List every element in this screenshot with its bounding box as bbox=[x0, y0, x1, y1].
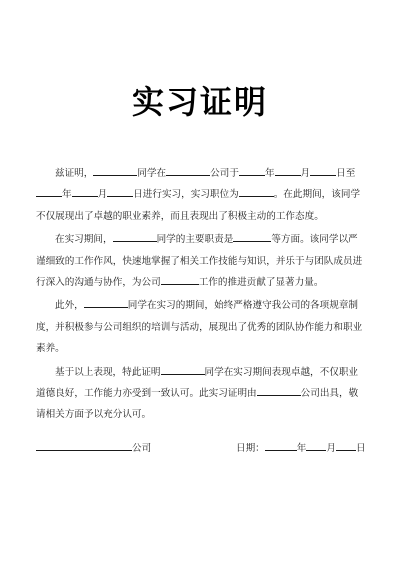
blank-end-year[interactable] bbox=[36, 187, 62, 197]
blank-sign-month[interactable] bbox=[306, 441, 326, 451]
text: 同学在 bbox=[137, 168, 167, 179]
day-label: 日 bbox=[355, 443, 366, 454]
paragraph-4 bbox=[36, 362, 364, 426]
blank-start-day[interactable] bbox=[310, 166, 336, 176]
text: 年 bbox=[264, 168, 275, 179]
text: 兹证明， bbox=[55, 168, 94, 179]
text: 日进行实习，实习职位为 bbox=[133, 189, 239, 201]
blank-student-name[interactable] bbox=[93, 166, 137, 176]
paragraph-2 bbox=[36, 229, 364, 293]
blank-student-name[interactable] bbox=[84, 298, 128, 308]
text: 月 bbox=[97, 189, 108, 201]
text: 日至 bbox=[336, 168, 356, 179]
date-label: 日期： bbox=[236, 443, 265, 454]
text: 基于以上表现，特此证明 bbox=[55, 366, 161, 378]
text: 此外， bbox=[55, 300, 84, 312]
text: 在实习期间， bbox=[55, 234, 113, 246]
blank-sign-day[interactable] bbox=[336, 441, 356, 451]
text: 。在此期间，该同学不仅展现出了卓越的职业素养，而且表现出了积极主动的工作态度。 bbox=[36, 189, 361, 222]
certificate-body bbox=[36, 163, 364, 428]
blank-position[interactable] bbox=[239, 187, 274, 197]
blank-start-year[interactable] bbox=[239, 166, 265, 176]
text: 同学的主要职责是 bbox=[156, 234, 234, 246]
blank-company-name[interactable] bbox=[166, 166, 210, 176]
blank-work-area[interactable] bbox=[161, 275, 199, 285]
blank-student-name[interactable] bbox=[161, 365, 205, 375]
text: 同学在实习期间表现卓越，不仅职业道德良好，工作能力亦受到一致认可。此实习证明由 bbox=[36, 366, 359, 400]
text: 公司于 bbox=[210, 168, 239, 179]
month-label: 月 bbox=[326, 443, 336, 454]
blank-end-day[interactable] bbox=[107, 187, 133, 197]
blank-company-signature[interactable] bbox=[36, 441, 132, 451]
text: 同学在实习的期间，始终严格遵守我公司的各项规章制度，并积极参与公司组织的培训与活动，展现出了优秀的团队协作能力和职业素养。 bbox=[36, 300, 363, 355]
text: 工作的推进贡献了显著力量。 bbox=[198, 277, 324, 289]
blank-company-name[interactable] bbox=[257, 386, 301, 396]
blank-duties[interactable] bbox=[233, 232, 271, 242]
year-label: 年 bbox=[296, 443, 307, 454]
blank-start-month[interactable] bbox=[275, 166, 301, 176]
text: 公司出具，敬请相关方面予以充分认可。 bbox=[36, 388, 359, 421]
paragraph-1 bbox=[36, 163, 364, 227]
blank-end-month[interactable] bbox=[72, 187, 98, 197]
company-label: 公司 bbox=[132, 443, 152, 454]
text: 等方面。该同学以严谨细致的工作作风，快速地掌握了相关工作技能与知识，并乐于与团队成员进行深入的沟通与协作，为公司 bbox=[36, 234, 363, 289]
blank-sign-year[interactable] bbox=[265, 441, 297, 451]
company-signature bbox=[36, 440, 151, 458]
date-field bbox=[236, 440, 366, 458]
paragraph-3 bbox=[36, 295, 364, 359]
blank-student-name[interactable] bbox=[113, 232, 157, 242]
page-title: 实习证明 bbox=[131, 83, 268, 121]
text: 月 bbox=[300, 168, 311, 179]
text: 年 bbox=[62, 189, 72, 201]
